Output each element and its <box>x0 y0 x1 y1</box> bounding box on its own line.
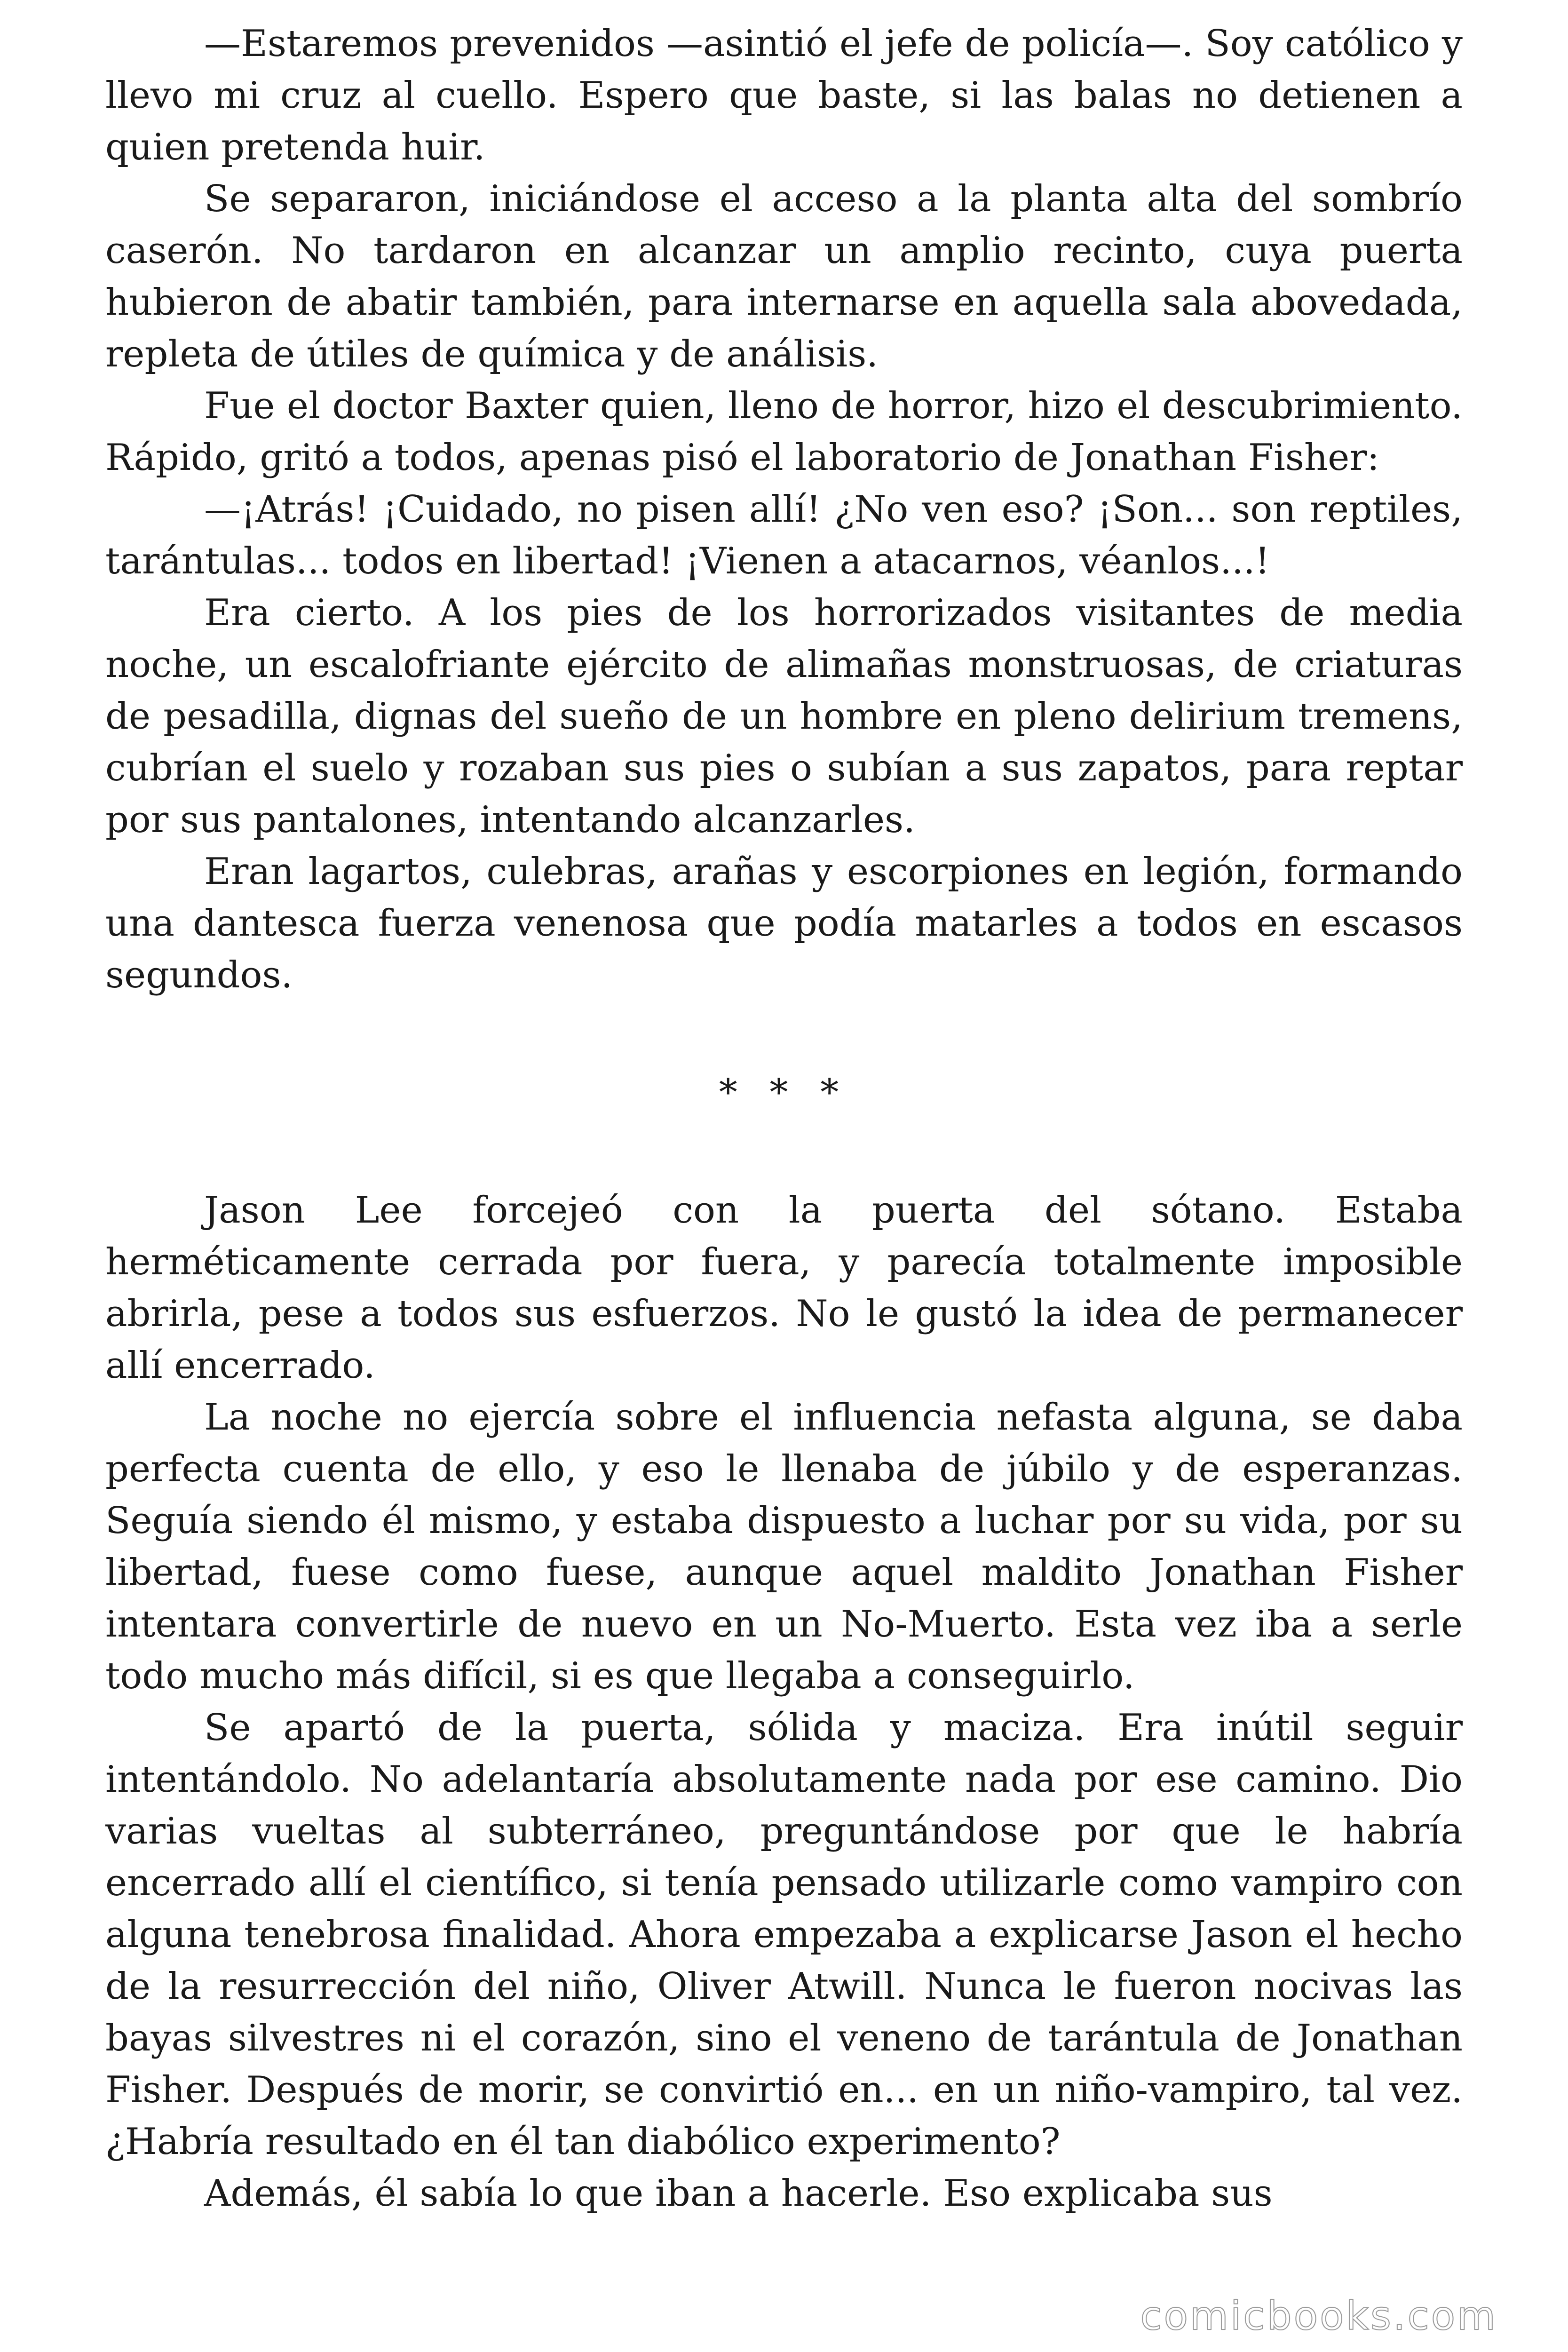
paragraph: Se apartó de la puerta, sólida y maciza. Era inútil seguir intentándolo. No adelantaría absolutamente nada por ese camino. Dio varias vueltas al subterráneo, preguntándose por que le habría encerrado allí el científico, si tenía pensado utilizarle como vampiro con alguna tenebrosa finalidad. Ahora empezaba a explicarse Jason el hecho de la resurrección del niño, Oliver Atwill. Nunca le fueron nocivas las bayas silvestres ni el corazón, sino el veneno de tarántula de Jonathan Fisher. Después de morir, se convirtió en... en un niño-vampiro, tal vez. ¿Habría resultado en él tan diabólico experimento? <box>105 1707 1463 2163</box>
paragraph: Jason Lee forcejeó con la puerta del sótano. Estaba herméticamente cerrada por fuera, y parecía totalmente imposible abrirla, pese a todos sus esfuerzos. No le gustó la idea de permanecer allí encerrado. <box>105 1189 1463 1387</box>
paragraph: Era cierto. A los pies de los horrorizados visitantes de media noche, un escalofriante ejército de alimañas monstruosas, de criaturas de pesadilla, dignas del sueño de un hombre en pleno delirium tremens, cubrían el suelo y rozaban sus pies o subían a sus zapatos, para reptar por sus pantalones, intentando alcanzarles. <box>105 592 1463 841</box>
watermark: comicbooks.com <box>1140 2293 1497 2339</box>
section-separator: * * * <box>719 1072 849 1114</box>
paragraph: La noche no ejercía sobre el influencia nefasta alguna, se daba perfecta cuenta de ello, y eso le llenaba de júbilo y de esperanzas. Seguía siendo él mismo, y estaba dispuesto a luchar por su vida, por su libertad, fuese como fuese, aunque aquel maldito Jonathan Fisher intentara convertirle de nuevo en un No-Muerto. Esta vez iba a serle todo mucho más difícil, si es que llegaba a conseguirlo. <box>105 1396 1463 1697</box>
paragraph: —Estaremos prevenidos —asintió el jefe de policía—. Soy católico y llevo mi cruz al cuello. Espero que baste, si las balas no detienen a quien pretenda huir. <box>105 23 1463 168</box>
paragraph: Fue el doctor Baxter quien, lleno de horror, hizo el descubrimiento. Rápido, gritó a todos, apenas pisó el laboratorio de Jonathan Fisher: <box>105 385 1463 479</box>
paragraph: Eran lagartos, culebras, arañas y escorpiones en legión, formando una dantesca fuerza venenosa que podía matarles a todos en escasos segundos. <box>105 850 1463 996</box>
paragraph: Se separaron, iniciándose el acceso a la planta alta del sombrío caserón. No tardaron en alcanzar un amplio recinto, cuya puerta hubieron de abatir también, para internarse en aquella sala abovedada, repleta de útiles de química y de análisis. <box>105 178 1463 375</box>
book-page <box>105 18 1463 2219</box>
paragraph: Además, él sabía lo que iban a hacerle. Eso explicaba sus <box>204 2172 1273 2215</box>
paragraph: —¡Atrás! ¡Cuidado, no pisen allí! ¿No ven eso? ¡Son... son reptiles, tarántulas... todos en libertad! ¡Vienen a atacarnos, véanlos...! <box>105 488 1463 582</box>
